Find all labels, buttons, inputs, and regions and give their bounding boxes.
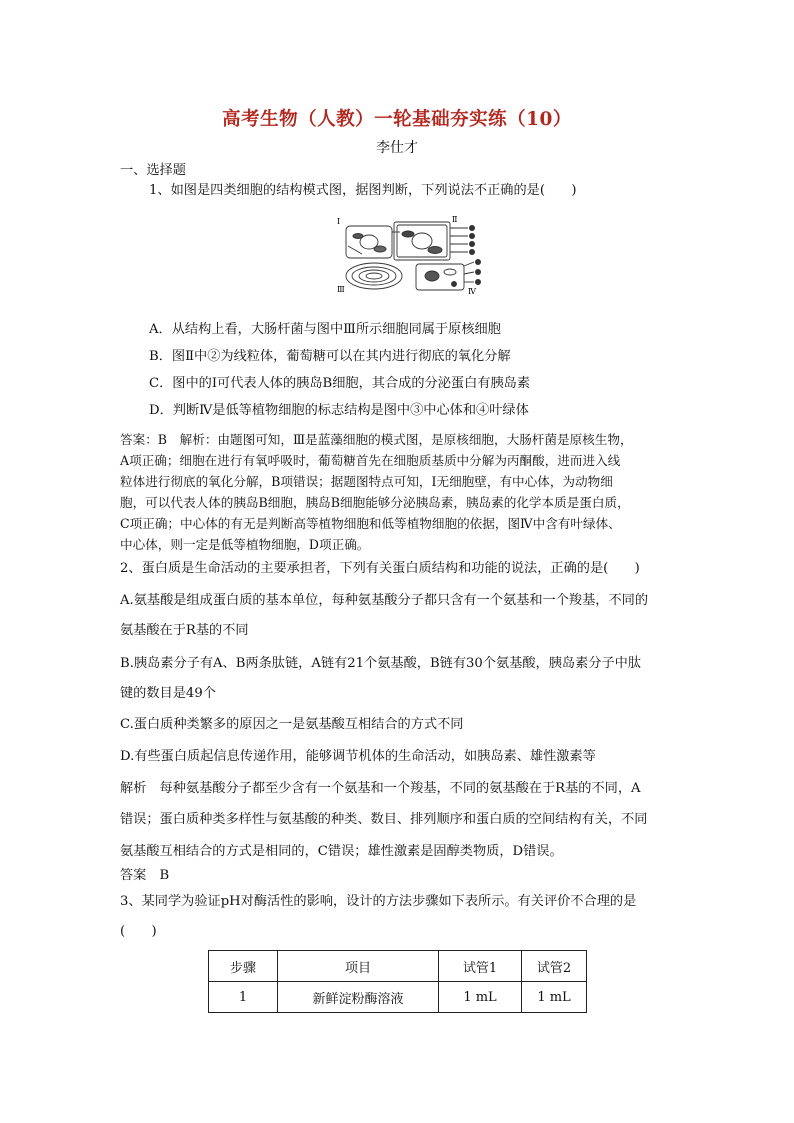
q2-option-line: 键的数目是49个 [120, 686, 216, 701]
q2-option-line: C.蛋白质种类繁多的原因之一是氨基酸互相结合的方式不同 [120, 717, 464, 732]
section-heading: 一、选择题 [120, 163, 186, 178]
table-cell: 1 mL [522, 982, 587, 1013]
table-header-cell: 项目 [278, 951, 439, 982]
q1-option-b: B．图Ⅱ中②为线粒体，葡萄糖可以在其内进行彻底的氧化分解 [149, 349, 511, 364]
q3-steps-table [208, 950, 587, 1013]
author-name: 李仕才 [376, 140, 418, 156]
q2-option-line: 氨基酸在于R基的不同 [120, 623, 249, 638]
figure-label-iv: Ⅳ [468, 287, 476, 296]
q2-option-line: A.氨基酸是组成蛋白质的基本单位，每种氨基酸分子都只含有一个氨基和一个羧基，不同的 [120, 593, 649, 608]
q3-stem-line: ( ) [120, 924, 157, 939]
document-title: 高考生物（人教）一轮基础夯实练（10） [222, 109, 572, 130]
figure-label-iii: Ⅲ [337, 285, 345, 294]
table-cell: 新鲜淀粉酶溶液 [278, 982, 439, 1013]
q2-option-line: B.胰岛素分子有A、B两条肽链，A链有21个氨基酸，B链有30个氨基酸，胰岛素分子中肽 [120, 656, 642, 671]
q1-answer-line: 粒体进行彻底的氧化分解，B项错误；据题图特点可知，Ⅰ无细胞壁，有中心体，为动物细 [120, 474, 613, 489]
q1-answer-line: C项正确；中心体的有无是判断高等植物细胞和低等植物细胞的依据，图Ⅳ中含有叶绿体、 [120, 516, 621, 531]
q1-answer-line: 胞，可以代表人体的胰岛B细胞，胰岛B细胞能够分泌胰岛素，胰岛素的化学本质是蛋白质， [120, 495, 630, 510]
table-header-row [209, 951, 587, 982]
table-cell: 1 [209, 982, 278, 1013]
q1-answer-line: 中心体，则一定是低等植物细胞，D项正确。 [120, 537, 370, 552]
q1-stem: 1、如图是四类细胞的结构模式图，据图判断，下列说法不正确的是( ) [149, 183, 577, 198]
table-cell: 1 mL [439, 982, 522, 1013]
q2-stem: 2、蛋白质是生命活动的主要承担者，下列有关蛋白质结构和功能的说法，正确的是( ) [120, 561, 640, 576]
q2-option-line: D.有些蛋白质起信息传递作用，能够调节机体的生命活动，如胰岛素、雄性激素等 [120, 749, 596, 764]
q2-analysis-line: 解析 每种氨基酸分子都至少含有一个氨基和一个羧基，不同的氨基酸在于R基的不同，A [120, 781, 641, 796]
table-row [209, 982, 587, 1013]
table-header-cell: 步骤 [209, 951, 278, 982]
q3-stem-line: 3、某同学为验证pH对酶活性的影响，设计的方法步骤如下表所示。有关评价不合理的是 [120, 894, 637, 909]
q1-option-a: A．从结构上看，大肠杆菌与图中Ⅲ所示细胞同属于原核细胞 [149, 322, 501, 337]
q1-answer-line: 答案：B 解析：由题图可知，Ⅲ是蓝藻细胞的模式图，是原核细胞，大肠杆菌是原核生物， [120, 432, 633, 447]
q2-analysis-line: 错误；蛋白质种类多样性与氨基酸的种类、数目、排列顺序和蛋白质的空间结构有关，不同 [120, 812, 648, 827]
figure-label-ii: Ⅱ [452, 215, 458, 224]
q1-answer-line: A项正确；细胞在进行有氧呼吸时，葡萄糖首先在细胞质基质中分解为丙酮酸，进而进入线 [120, 453, 621, 468]
cell-structure-figure [334, 214, 486, 296]
table-header-cell: 试管1 [439, 951, 522, 982]
table-header-cell: 试管2 [522, 951, 587, 982]
q2-answer: 答案 B [120, 868, 170, 883]
q1-option-d: D．判断Ⅳ是低等植物细胞的标志结构是图中③中心体和④叶绿体 [149, 403, 529, 418]
figure-label-i: Ⅰ [337, 217, 341, 226]
q2-analysis-line: 氨基酸互相结合的方式是相同的，C错误；雄性激素是固醇类物质，D错误。 [120, 844, 563, 859]
q1-option-c: C．图中的Ⅰ可代表人体的胰岛B细胞，其合成的分泌蛋白有胰岛素 [149, 376, 531, 391]
